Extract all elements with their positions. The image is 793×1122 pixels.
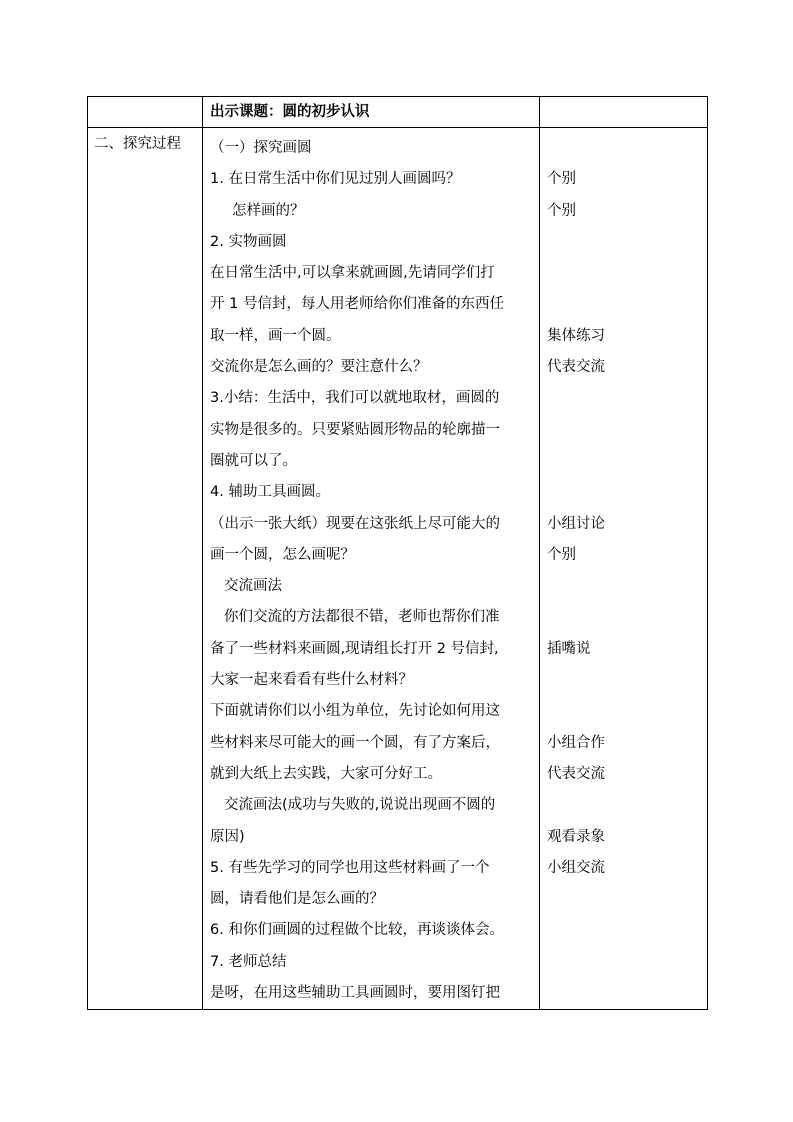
activity-line (547, 947, 707, 978)
activity-line (547, 258, 707, 289)
lesson-title: 出示课题：圆的初步认识 (203, 97, 540, 128)
content-line: 7. 老师总结 (210, 953, 287, 970)
content-line: 圈就可以了。 (210, 452, 297, 469)
header-empty-cell-left (88, 97, 203, 128)
content-line: 怎样画的？ (232, 202, 305, 219)
activity-line (547, 571, 707, 602)
activity-line: 观看录象 (547, 828, 605, 845)
student-activity-lines (547, 133, 707, 1009)
activity-line: 代表交流 (547, 359, 605, 376)
content-line: 画一个圆，怎么画呢？ (210, 546, 355, 563)
content-line: 1. 在日常生活中你们见过别人画圆吗？ (210, 171, 461, 188)
content-line: （出示一张大纸）现要在这张纸上尽可能大的 (210, 515, 500, 532)
activity-line (547, 227, 707, 258)
content-line: 交流你是怎么画的？要注意什么？ (210, 359, 428, 376)
content-line: 些材料来尽可能大的画一个圆，有了方案后， (210, 734, 500, 751)
activity-line (547, 383, 707, 414)
teaching-content-cell (203, 128, 540, 1010)
content-line: 交流画法(成功与失败的,说说出现画不圆的 (224, 797, 496, 814)
content-line: 取一样，画一个圆。 (210, 327, 341, 344)
content-line: 下面就请你们以小组为单位，先讨论如何用这 (210, 703, 500, 720)
table-header-row (88, 97, 708, 128)
content-line: （一）探究画圆 (210, 140, 312, 156)
activity-line (547, 915, 707, 946)
activity-line: 个别 (547, 171, 576, 188)
content-line: 大家一起来看看有些什么材料？ (210, 672, 413, 689)
stage-label: 二、探究过程 (88, 128, 203, 1010)
activity-line: 小组讨论 (547, 515, 605, 532)
content-line: 圆，请看他们是怎么画的？ (210, 891, 384, 908)
content-line: 6. 和你们画圆的过程做个比较，再谈谈体会。 (210, 922, 504, 939)
activity-line: 代表交流 (547, 765, 605, 782)
activity-line: 个别 (547, 546, 576, 563)
content-line: 3.小结：生活中，我们可以就地取材，画圆的 (210, 390, 500, 407)
activity-line: 个别 (547, 202, 576, 219)
activity-line (547, 133, 707, 164)
content-line: 4. 辅助工具画圆。 (210, 484, 330, 501)
activity-line (547, 446, 707, 477)
content-line: 5. 有些先学习的同学也用这些材料画了一个 (210, 859, 490, 876)
activity-line: 小组交流 (547, 859, 605, 876)
activity-line (547, 665, 707, 696)
content-line: 就到大纸上去实践，大家可分好工。 (210, 765, 442, 782)
content-line: 实物是很多的。只要紧贴圆形物品的轮廓描一 (210, 421, 500, 438)
content-line: 原因) (210, 828, 245, 845)
content-line: 交流画法 (224, 578, 282, 595)
activity-line (547, 415, 707, 446)
student-activity-cell (540, 128, 708, 1010)
content-line: 在日常生活中,可以拿来就画圆,先请同学们打 (210, 265, 495, 282)
activity-line (547, 477, 707, 508)
activity-line (547, 696, 707, 727)
content-line: 你们交流的方法都很不错，老师也帮你们准 (224, 609, 500, 626)
activity-line: 集体练习 (547, 327, 605, 344)
activity-line (547, 289, 707, 320)
activity-line: 插嘴说 (547, 640, 591, 657)
activity-line: 小组合作 (547, 734, 605, 751)
content-line: 2. 实物画圆 (210, 233, 287, 250)
teaching-content-lines (210, 133, 539, 1009)
activity-line (547, 884, 707, 915)
content-line: 备了一些材料来画圆,现请组长打开 2 号信封, (210, 640, 499, 657)
table-body-row (88, 128, 708, 1010)
content-line: 是呀，在用这些辅助工具画圆时，要用图钉把 (210, 985, 500, 1002)
activity-line (547, 790, 707, 821)
header-empty-cell-right (540, 97, 708, 128)
content-line: 开 1 号信封，每人用老师给你们准备的东西任 (210, 296, 504, 313)
lesson-plan-table (87, 96, 708, 1010)
activity-line (547, 978, 707, 1009)
activity-line (547, 602, 707, 633)
